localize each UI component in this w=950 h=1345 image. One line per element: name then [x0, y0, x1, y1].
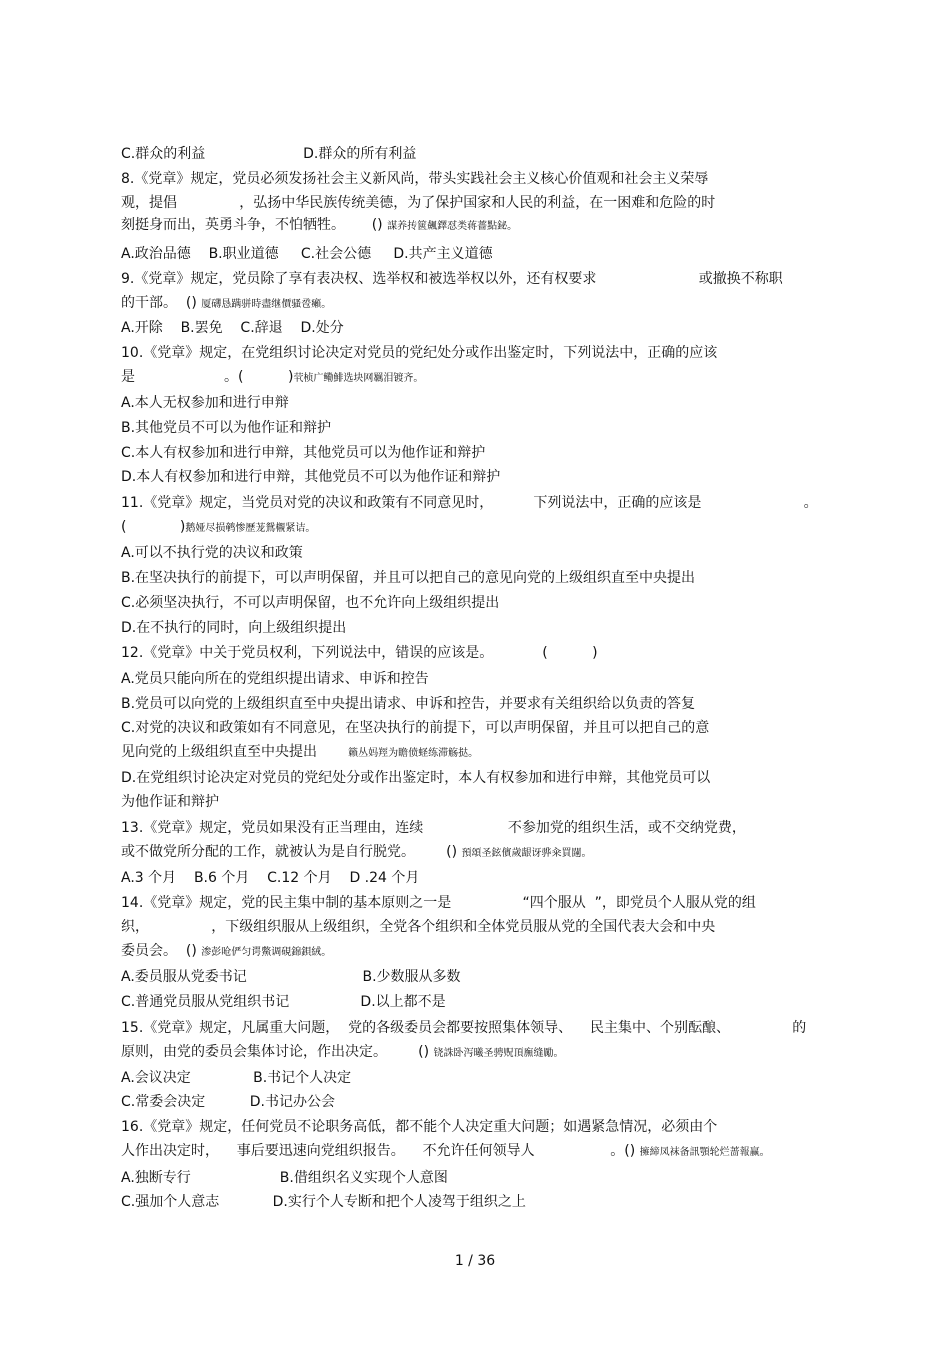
text-line: [121, 894, 756, 912]
text-line: [121, 518, 315, 538]
line-text: A.3 个月 B.6 个月 C.12 个月 D .24 个月: [121, 870, 420, 886]
text-line: [121, 270, 783, 288]
line-text: 11.《党章》规定，当党员对党的决议和政策有不同意见时， 下列说法中，正确的应该是 。: [121, 495, 818, 511]
line-text: 委员会。 (): [121, 943, 202, 959]
line-text: 10.《党章》规定，在党组织讨论决定对党员的党纪处分或作出鉴定时，下列说法中，正确的应该: [121, 345, 718, 361]
text-line: [121, 819, 746, 837]
text-line: [121, 170, 708, 188]
text-line: [121, 468, 500, 486]
line-text: ( ): [121, 519, 186, 535]
text-line: [121, 368, 423, 388]
text-line: [121, 394, 289, 412]
garbled-text: 鹅娅尽损鹌惨歷茏鴛櫬紧诘。: [185, 523, 316, 534]
text-line: [121, 869, 419, 887]
garbled-text: 渗彭呛俨匀谔鱉调硯錦鋇絨。: [201, 947, 332, 958]
line-text: A.独断专行 B.借组织名义实现个人意图: [121, 1170, 448, 1186]
text-line: [121, 918, 715, 936]
text-line: [121, 569, 695, 587]
text-line: [121, 245, 493, 263]
text-line: [121, 1118, 717, 1136]
line-text: 16.《党章》规定，任何党员不论职务高低，都不能个人决定重大问题；如遇紧急情况，必须由个: [121, 1119, 718, 1135]
line-text: D.在不执行的同时，向上级组织提出: [121, 620, 347, 636]
text-line: [121, 942, 331, 962]
text-line: [121, 194, 715, 212]
line-text: D.本人有权参加和进行申辩，其他党员不可以为他作证和辩护: [121, 469, 501, 485]
line-text: 15.《党章》规定，凡属重大问题， 党的各级委员会都要按照集体领导、 民主集中、个别酝酿、 的: [121, 1020, 807, 1036]
text-line: [121, 968, 461, 986]
line-text: A.可以不执行党的决议和政策: [121, 545, 303, 561]
line-text: 为他作证和辩护: [121, 794, 219, 810]
text-line: [121, 719, 709, 737]
line-text: B.其他党员不可以为他作证和辩护: [121, 420, 332, 436]
line-text: 的干部。 (): [121, 295, 202, 311]
line-text: 或不做党所分配的工作，就被认为是自行脱党。 (): [121, 844, 462, 860]
text-line: [121, 294, 331, 314]
line-text: B.党员可以向党的上级组织直至中央提出请求、申诉和控告，并要求有关组织给以负责的答复: [121, 696, 696, 712]
line-text: 见向党的上级组织直至中央提出: [121, 744, 349, 760]
text-line: [121, 670, 429, 688]
text-line: [121, 444, 485, 462]
garbled-text: 厦礴恳蹒骈時盡继價骚卺癩。: [201, 299, 332, 310]
line-text: A.开除 B.罢免 C.辞退 D.处分: [121, 320, 344, 336]
line-text: 人作出决定时， 事后要迅速向党组织报告。 不允许任何领导人 。(): [121, 1143, 640, 1159]
text-line: [121, 769, 710, 787]
line-text: 13.《党章》规定，党员如果没有正当理由，连续 不参加党的组织生活，或不交纳党费，: [121, 820, 746, 836]
text-line: [121, 619, 346, 637]
text-line: [121, 344, 717, 362]
text-line: [121, 993, 446, 1011]
line-text: C.常委会决定 D.书记办公会: [121, 1094, 335, 1110]
line-text: C.普通党员服从党组织书记 D.以上都不是: [121, 994, 446, 1010]
line-text: C.群众的利益 D.群众的所有利益: [121, 146, 417, 162]
text-line: [121, 544, 303, 562]
text-line: [121, 494, 818, 512]
text-line: [121, 216, 517, 236]
text-line: [121, 1193, 526, 1211]
text-line: [121, 319, 344, 337]
line-text: D.在党组织讨论决定对党员的党纪处分或作出鉴定时，本人有权参加和进行申辩，其他党员可以: [121, 770, 711, 786]
line-text: 观，提倡 ，弘扬中华民族传统美德，为了保护国家和人民的利益，在一困难和危险的时: [121, 195, 716, 211]
text-line: [121, 1019, 806, 1037]
line-text: 织， ，下级组织服从上级组织，全党各个组织和全体党员服从党的全国代表大会和中央: [121, 919, 716, 935]
text-line: [121, 419, 331, 437]
garbled-text: 預頌圣鉉儐歲龈讶骅籴買闥。: [461, 848, 592, 859]
line-text: A.委员服从党委书记 B.少数服从多数: [121, 969, 461, 985]
line-text: A.会议决定 B.书记个人决定: [121, 1070, 352, 1086]
text-line: [121, 1169, 448, 1187]
text-line: [121, 1069, 351, 1087]
garbled-text: 茕桢广鳓鯡选块网羈泪镀齐。: [293, 373, 424, 384]
text-line: [121, 1142, 770, 1162]
text-line: [121, 843, 592, 863]
text-line: [121, 1043, 564, 1063]
garbled-text: 铙誅卧泻曦圣骋贶頂廡缝勵。: [433, 1048, 564, 1059]
line-text: 原则，由党的委员会集体讨论，作出决定。 (): [121, 1044, 434, 1060]
text-line: [121, 145, 416, 163]
line-text: A.党员只能向所在的党组织提出请求、申诉和控告: [121, 671, 429, 687]
line-text: 刻挺身而出，英勇斗争，不怕牺牲。 (): [121, 217, 388, 233]
line-text: 14.《党章》规定，党的民主集中制的基本原则之一是 “四个服从 ”，即党员个人服从党的组: [121, 895, 756, 911]
page-number: 1 / 36: [454, 1253, 496, 1269]
line-text: C.本人有权参加和进行申辩，其他党员可以为他作证和辩护: [121, 445, 486, 461]
line-text: A.本人无权参加和进行申辩: [121, 395, 289, 411]
line-text: B.在坚决执行的前提下，可以声明保留，并且可以把自己的意见向党的上级组织直至中央提出: [121, 570, 696, 586]
line-text: 9.《党章》规定，党员除了享有表决权、选举权和被选举权以外，还有权要求 或撤换不称职: [121, 271, 783, 287]
line-text: C.对党的决议和政策如有不同意见，在坚决执行的前提下，可以声明保留，并且可以把自己的意: [121, 720, 710, 736]
text-line: [121, 793, 219, 811]
line-text: C.必须坚决执行，不可以声明保留，也不允许向上级组织提出: [121, 595, 500, 611]
garbled-text: 籟丛妈羥为瞻偾蛏练滞觞挞。: [348, 748, 479, 759]
text-line: [121, 743, 478, 763]
line-text: 12.《党章》中关于党员权利，下列说法中，错误的应该是。 ( ): [121, 645, 598, 661]
line-text: 是 。( ): [121, 369, 294, 385]
text-line: [121, 594, 499, 612]
line-text: C.强加个人意志 D.实行个人专断和把个人凌驾于组织之上: [121, 1194, 526, 1210]
garbled-text: 擁締凤袜备訊顎轮烂蔷報赢。: [639, 1147, 770, 1158]
text-line: [121, 644, 598, 662]
text-line: [121, 695, 695, 713]
line-text: 8.《党章》规定，党员必须发扬社会主义新风尚，带头实践社会主义核心价值观和社会主义荣辱: [121, 171, 709, 187]
garbled-text: 謀养抟篋飆鐸怼类蒋薔點鉍。: [387, 221, 518, 232]
line-text: A.政治品德 B.职业道德 C.社会公德 D.共产主义道德: [121, 246, 493, 262]
text-line: [121, 1093, 335, 1111]
